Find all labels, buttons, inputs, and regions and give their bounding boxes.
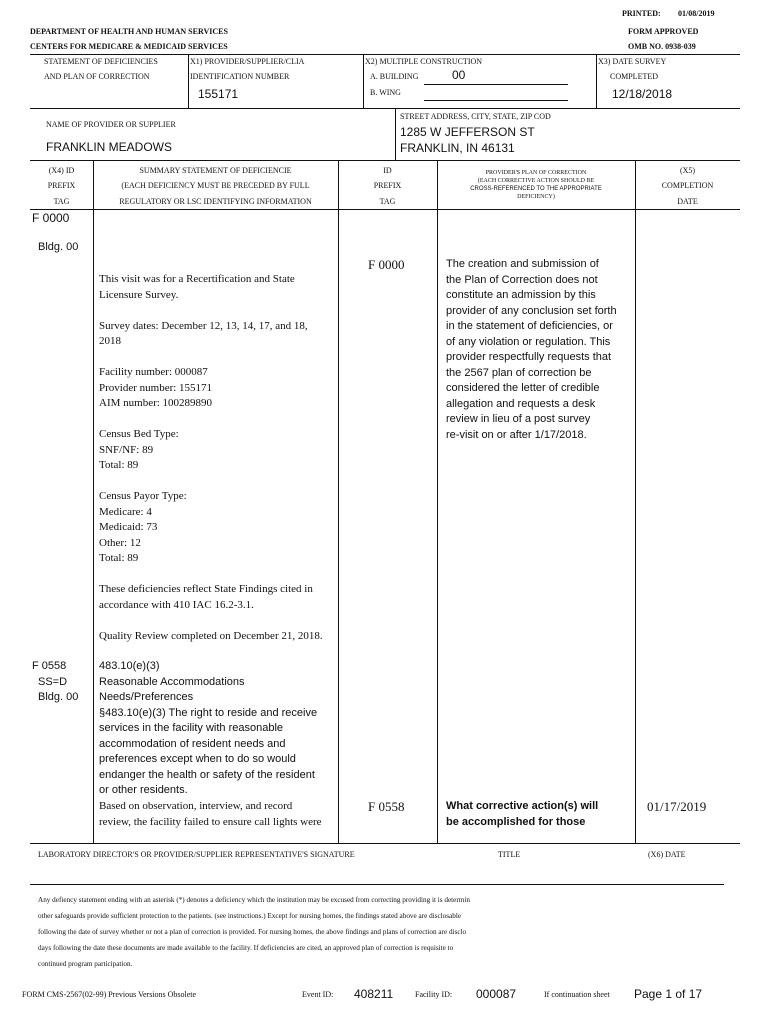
- event-id-value: 408211: [354, 987, 394, 1001]
- disclaimer: [38, 892, 470, 972]
- plan-line: considered the letter of credible: [446, 382, 600, 394]
- rule-v-address: [395, 108, 396, 160]
- summary-header-3: REGULATORY OR LSC IDENTIFYING INFORMATION: [119, 197, 312, 206]
- rule-columns-top: [30, 160, 740, 161]
- plan-header-1: PROVIDER'S PLAN OF CORRECTION: [485, 170, 587, 176]
- x2-label: X2) MULTIPLE CONSTRUCTION: [365, 57, 483, 66]
- completion-date: 01/17/2019: [647, 799, 707, 814]
- plan-line: provider of any conclusion set forth: [446, 304, 617, 317]
- plan-line: re-visit on or after 1/17/2018.: [446, 428, 587, 441]
- building-underline: [424, 84, 568, 85]
- survey-completed-date: 12/18/2018: [612, 87, 673, 101]
- survey-line: AIM number: 100289890: [99, 397, 213, 409]
- rule-v-col-plan: [635, 160, 636, 843]
- corrective-action-text: [446, 799, 598, 830]
- survey-line: [99, 567, 323, 583]
- disclaimer-line: following the date of survey whether or not a plan of correction is provided. For nursing homes, the above findings and plans of correction are disclo: [38, 928, 467, 936]
- reg-line: or other residents.: [99, 784, 188, 796]
- survey-line: [99, 350, 323, 366]
- plan-line: the 2567 plan of correction be: [446, 366, 592, 379]
- plan-header-2: (EACH CORRECTIVE ACTION SHOULD BE: [477, 178, 595, 184]
- page-number: Page 1 of 17: [634, 987, 703, 1001]
- provider-name: FRANKLIN MEADOWS: [46, 140, 173, 154]
- disclaimer-line: days following the date these documents are made available to the facility. If deficiencies are cited, an approved plan of correction is requisite to: [38, 944, 454, 952]
- survey-line: [99, 412, 323, 428]
- rule-v-col-prefix: [93, 160, 94, 843]
- survey-line: Census Payor Type:: [99, 490, 187, 502]
- reg-line: 483.10(e)(3): [99, 660, 160, 672]
- survey-line: Total: 89: [99, 459, 139, 471]
- event-id-label: Event ID:: [302, 990, 334, 999]
- date-label: (X6) DATE: [648, 850, 686, 859]
- survey-line: This visit was for a Recertification and State: [99, 273, 295, 285]
- finding-line: review, the facility failed to ensure call lights were: [99, 815, 322, 828]
- prefix-bldg-1: Bldg. 00: [38, 241, 79, 253]
- id-tag-f0558: F 0558: [368, 799, 405, 814]
- rule-v-col-summary: [338, 160, 339, 843]
- prefix-f0558: [32, 659, 78, 706]
- disclaimer-line: Any defiency statement ending with an asterisk (*) denotes a deficiency which the institution may be excused from correcting providing it is determin: [38, 896, 470, 904]
- x5-header-1: (X5): [679, 166, 696, 175]
- form-approved: FORM APPROVED: [628, 27, 699, 36]
- summary-header-1: SUMMARY STATEMENT OF DEFICIENCIE: [139, 166, 292, 175]
- title-label: TITLE: [498, 850, 521, 859]
- x5-header-2: COMPLETION: [661, 181, 714, 190]
- reg-line: endanger the health or safety of the resident: [99, 768, 315, 781]
- prefix-tag-f0000: F 0000: [32, 211, 70, 225]
- rule-top: [30, 54, 740, 55]
- plan-line: the Plan of Correction does not: [446, 273, 598, 286]
- plan-of-correction-statement: [446, 257, 617, 443]
- prefix-tag-f0558: F 0558: [32, 660, 67, 672]
- findings-text: [99, 799, 322, 830]
- statement-label-2: AND PLAN OF CORRECTION: [44, 72, 150, 81]
- plan-line: constitute an admission by this: [446, 289, 596, 301]
- reg-line: Reasonable Accommodations: [99, 675, 245, 688]
- rule-v-x3: [596, 54, 597, 108]
- plan-line: allegation and requests a desk: [446, 397, 596, 410]
- survey-line: Provider number: 155171: [99, 381, 213, 394]
- omb-number: OMB NO. 0938-039: [628, 42, 696, 51]
- city-state-zip: FRANKLIN, IN 46131: [400, 141, 515, 155]
- plan-line: in the statement of deficiencies, or: [446, 320, 613, 332]
- x4-header-2: PREFIX: [47, 181, 76, 190]
- rule-v-col-id: [437, 160, 438, 843]
- wing-underline: [424, 100, 568, 101]
- survey-line: These deficiencies reflect State Findings cited in: [99, 583, 313, 595]
- rule-provider: [30, 108, 740, 109]
- survey-line: Total: 89: [99, 552, 139, 564]
- finding-line: Based on observation, interview, and record: [99, 800, 293, 812]
- rule-signature-bottom: [30, 884, 724, 885]
- x3-label-1: X3) DATE SURVEY: [598, 57, 667, 66]
- reg-line: Needs/Preferences: [99, 691, 194, 703]
- plan-header-4: DEFICIENCY): [517, 194, 555, 200]
- survey-summary: [99, 272, 323, 644]
- plan-line: review in lieu of a post survey: [446, 413, 591, 425]
- id-header-3: TAG: [379, 197, 396, 206]
- summary-header-2: (EACH DEFICIENCY MUST BE PRECEDED BY FULL: [121, 181, 310, 190]
- survey-line: Census Bed Type:: [99, 428, 179, 440]
- survey-line: [99, 474, 323, 490]
- id-header-2: PREFIX: [373, 181, 402, 190]
- action-line: What corrective action(s) will: [446, 800, 599, 812]
- rule-v-x1: [188, 54, 189, 108]
- x1-label-2: IDENTIFICATION NUMBER: [190, 72, 290, 81]
- signature-label: LABORATORY DIRECTOR'S OR PROVIDER/SUPPLIER REPRESENTATIVE'S SIGNATURE: [38, 850, 355, 859]
- plan-line: The creation and submission of: [446, 258, 599, 270]
- building-value: 00: [452, 68, 466, 82]
- regulation-text: [99, 659, 317, 799]
- reg-line: §483.10(e)(3) The right to reside and receive: [99, 706, 318, 719]
- rule-body-bottom: [30, 843, 740, 844]
- survey-line: [99, 303, 323, 319]
- scope-severity: SS=D: [38, 675, 68, 688]
- survey-line: Licensure Survey.: [99, 288, 179, 301]
- x4-header-3: TAG: [53, 197, 70, 206]
- provider-name-label: NAME OF PROVIDER OR SUPPLIER: [46, 120, 176, 129]
- survey-line: Medicaid: 73: [99, 521, 158, 533]
- id-header-1: ID: [383, 166, 392, 175]
- survey-line: SNF/NF: 89: [99, 443, 154, 456]
- survey-line: [99, 613, 323, 629]
- form-number: FORM CMS-2567(02-99) Previous Versions Obsolete: [22, 990, 197, 999]
- reg-line: services in the facility with reasonable: [99, 722, 284, 734]
- rule-columns-bottom: [30, 209, 740, 210]
- survey-line: Quality Review completed on December 21, 2018.: [99, 629, 323, 642]
- survey-line: Other: 12: [99, 536, 141, 549]
- survey-line: 2018: [99, 335, 121, 347]
- x4-header-1: (X4) ID: [48, 166, 75, 175]
- facility-id-value: 000087: [476, 987, 517, 1001]
- building-label: A. BUILDING: [370, 72, 419, 81]
- id-tag-f0000: F 0000: [368, 257, 405, 272]
- plan-header-3: CROSS-REFERENCED TO THE APPROPRIATE: [470, 186, 602, 192]
- printed-date: 01/08/2019: [678, 9, 715, 18]
- survey-line: accordance with 410 IAC 16.2-3.1.: [99, 598, 254, 611]
- statement-label-1: STATEMENT OF DEFICIENCIES: [44, 57, 158, 66]
- plan-line: of any violation or regulation. This: [446, 335, 611, 348]
- action-line: be accomplished for those: [446, 815, 586, 828]
- wing-label: B. WING: [370, 88, 401, 97]
- disclaimer-line: continued program participation.: [38, 960, 133, 968]
- street-address: 1285 W JEFFERSON ST: [400, 125, 535, 139]
- printed-label: PRINTED:: [622, 9, 661, 18]
- survey-line: Facility number: 000087: [99, 366, 208, 378]
- survey-line: Medicare: 4: [99, 505, 152, 518]
- rule-v-x2: [363, 54, 364, 108]
- prefix-bldg-2: Bldg. 00: [38, 691, 79, 703]
- centers-name: CENTERS FOR MEDICARE & MEDICAID SERVICES: [30, 42, 228, 51]
- dept-name: DEPARTMENT OF HEALTH AND HUMAN SERVICES: [30, 27, 228, 36]
- continuation-label: If continuation sheet: [544, 990, 610, 999]
- address-label: STREET ADDRESS, CITY, STATE, ZIP COD: [400, 112, 551, 121]
- x1-label-1: X1) PROVIDER/SUPPLIER/CLIA: [190, 57, 305, 66]
- reg-line: accommodation of resident needs and: [99, 737, 286, 750]
- reg-line: preferences except when to do so would: [99, 753, 296, 765]
- x3-label-2: COMPLETED: [610, 72, 658, 81]
- facility-id-label: Facility ID:: [415, 990, 453, 999]
- disclaimer-line: other safeguards provide sufficient protection to the patients. (see instructions.) Except for nursing homes, the findings stated above are disclosable: [38, 912, 462, 920]
- x5-header-3: DATE: [677, 197, 698, 206]
- survey-line: Survey dates: December 12, 13, 14, 17, and 18,: [99, 319, 308, 332]
- plan-line: provider respectfully requests that: [446, 351, 612, 363]
- provider-number: 155171: [198, 87, 239, 101]
